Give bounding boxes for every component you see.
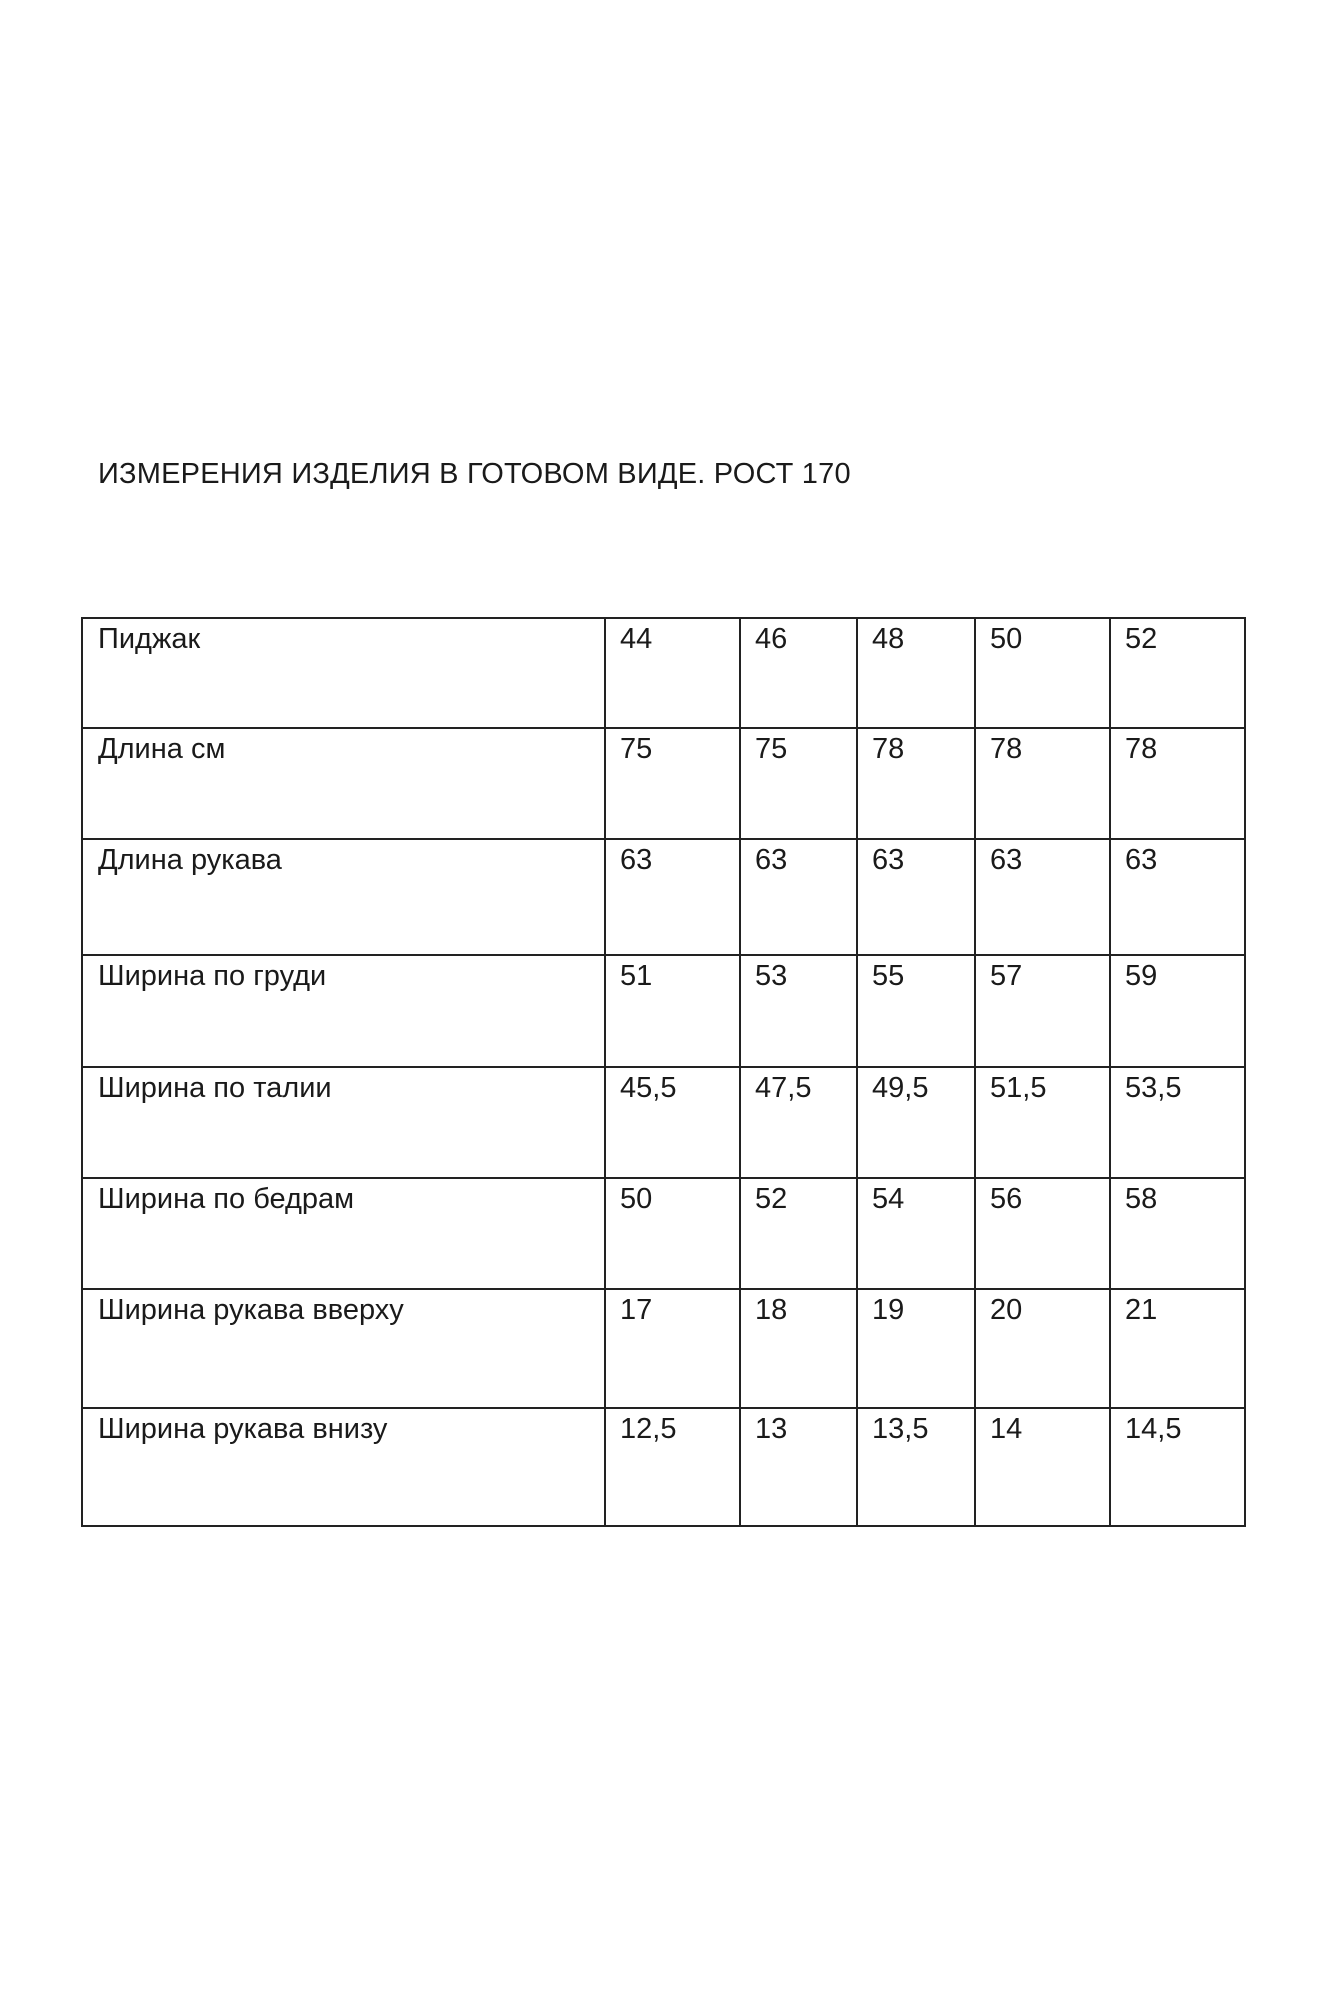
table-row [82,839,1245,955]
table-cell: 21 [1110,1289,1245,1408]
table-cell: 57 [975,955,1110,1067]
table-row [82,618,1245,728]
table-cell: 78 [975,728,1110,839]
row-label: Длина см [82,728,605,839]
row-label: Ширина по груди [82,955,605,1067]
table-cell: 75 [605,728,740,839]
table-cell: 13,5 [857,1408,975,1526]
table-cell: 63 [857,839,975,955]
size-table [81,617,1246,1527]
table-cell: 50 [605,1178,740,1289]
table-cell: 44 [605,618,740,728]
table-cell: 12,5 [605,1408,740,1526]
table-row [82,955,1245,1067]
row-label: Ширина рукава вверху [82,1289,605,1408]
table-cell: 14,5 [1110,1408,1245,1526]
table-cell: 17 [605,1289,740,1408]
row-label: Длина рукава [82,839,605,955]
table-row [82,728,1245,839]
table-cell: 48 [857,618,975,728]
table-cell: 63 [740,839,857,955]
row-label: Ширина по бедрам [82,1178,605,1289]
table-cell: 45,5 [605,1067,740,1178]
table-cell: 20 [975,1289,1110,1408]
table-row [82,1178,1245,1289]
table-cell: 19 [857,1289,975,1408]
table-row [82,1289,1245,1408]
row-label: Пиджак [82,618,605,728]
table-cell: 63 [605,839,740,955]
table-cell: 52 [740,1178,857,1289]
table-cell: 51,5 [975,1067,1110,1178]
table-cell: 53 [740,955,857,1067]
row-label: Ширина рукава внизу [82,1408,605,1526]
table-cell: 59 [1110,955,1245,1067]
table-cell: 51 [605,955,740,1067]
table-cell: 53,5 [1110,1067,1245,1178]
table-cell: 50 [975,618,1110,728]
table-cell: 75 [740,728,857,839]
table-cell: 14 [975,1408,1110,1526]
table-row [82,1067,1245,1178]
table-row [82,1408,1245,1526]
table-cell: 55 [857,955,975,1067]
table-cell: 49,5 [857,1067,975,1178]
table-cell: 47,5 [740,1067,857,1178]
row-label: Ширина по талии [82,1067,605,1178]
table-cell: 46 [740,618,857,728]
table-cell: 58 [1110,1178,1245,1289]
table-cell: 63 [1110,839,1245,955]
table-cell: 54 [857,1178,975,1289]
table-cell: 52 [1110,618,1245,728]
table-cell: 78 [857,728,975,839]
table-cell: 13 [740,1408,857,1526]
table-cell: 18 [740,1289,857,1408]
table-cell: 56 [975,1178,1110,1289]
table-cell: 78 [1110,728,1245,839]
page-title: ИЗМЕРЕНИЯ ИЗДЕЛИЯ В ГОТОВОМ ВИДЕ. РОСТ 170 [98,458,851,490]
table-cell: 63 [975,839,1110,955]
